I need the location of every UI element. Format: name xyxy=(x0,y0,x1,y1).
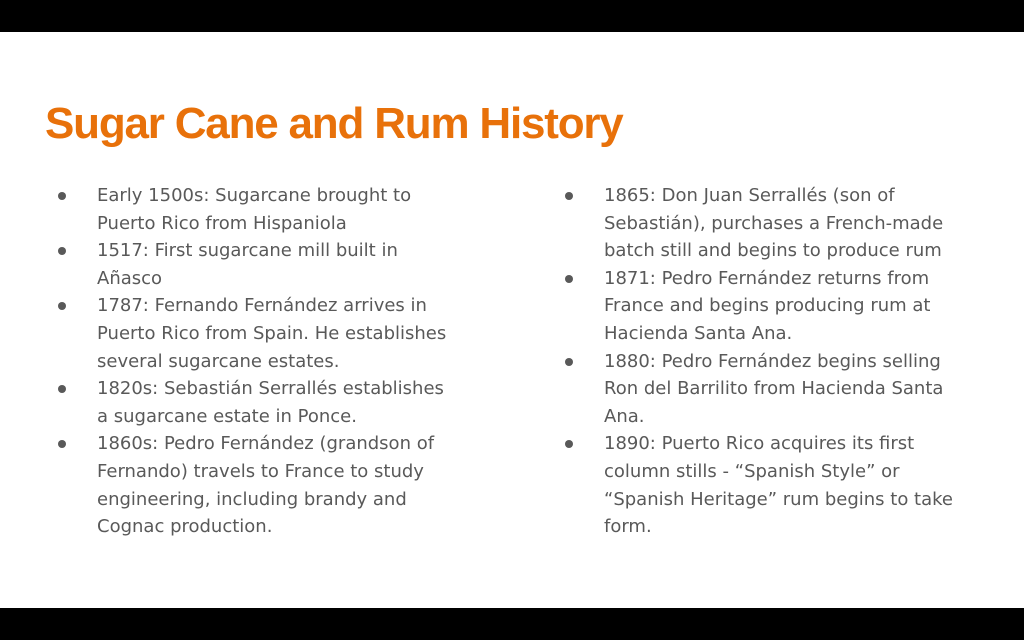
bullet-icon xyxy=(565,192,573,200)
list-item xyxy=(58,430,458,540)
bullet-icon xyxy=(565,358,573,366)
list-item-text: 1860s: Pedro Fernández (grandson of Fernando) travels to France to study engineering, including brandy and Cognac production. xyxy=(97,433,435,538)
slide-title: Sugar Cane and Rum History xyxy=(45,99,623,148)
bullet-icon xyxy=(58,440,66,448)
list-item xyxy=(565,265,965,348)
bullet-icon xyxy=(58,192,66,200)
list-item-text: 1787: Fernando Fernández arrives in Puerto Rico from Spain. He establishes several sugarcane estates. xyxy=(97,295,447,372)
list-item-text: 1890: Puerto Rico acquires its first column stills - “Spanish Style” or “Spanish Heritage” rum begins to take form. xyxy=(604,433,954,538)
list-item xyxy=(565,182,965,265)
bullet-icon xyxy=(565,275,573,283)
list-item-text: 1820s: Sebastián Serrallés establishes a sugarcane estate in Ponce. xyxy=(97,378,444,427)
list-item xyxy=(58,182,458,237)
bullet-icon xyxy=(58,247,66,255)
list-item xyxy=(565,430,965,540)
list-item-text: 1865: Don Juan Serrallés (son of Sebastián), purchases a French-made batch still and begins to produce rum xyxy=(604,185,944,262)
left-bullet-list xyxy=(58,182,458,541)
list-item xyxy=(565,348,965,431)
list-item-text: 1517: First sugarcane mill built in Añasco xyxy=(97,240,398,289)
list-item-text: Early 1500s: Sugarcane brought to Puerto Rico from Hispaniola xyxy=(97,185,412,234)
slide xyxy=(0,32,1024,608)
right-bullet-list xyxy=(565,182,965,541)
list-item-text: 1871: Pedro Fernández returns from France and begins producing rum at Hacienda Santa Ana. xyxy=(604,267,931,344)
list-item xyxy=(58,292,458,375)
bullet-icon xyxy=(58,302,66,310)
list-item xyxy=(58,237,458,292)
bullet-icon xyxy=(565,440,573,448)
list-item xyxy=(58,375,458,430)
list-item-text: 1880: Pedro Fernández begins selling Ron del Barrilito from Hacienda Santa Ana. xyxy=(604,350,944,427)
bullet-icon xyxy=(58,385,66,393)
